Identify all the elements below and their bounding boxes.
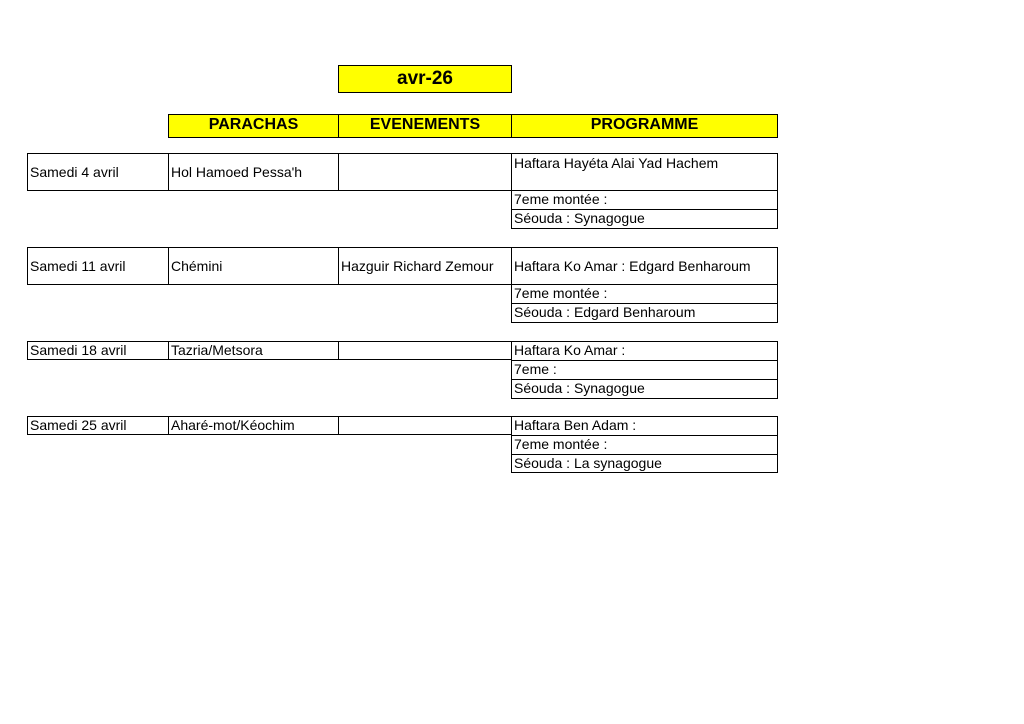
row-evenement bbox=[338, 341, 512, 360]
programme-haftara: Haftara Ko Amar : bbox=[511, 341, 778, 361]
programme-montee: 7eme montée : bbox=[511, 190, 778, 210]
programme-montee: 7eme montée : bbox=[511, 435, 778, 455]
row-date: Samedi 25 avril bbox=[27, 416, 169, 435]
programme-haftara: Haftara Ben Adam : bbox=[511, 416, 778, 436]
row-evenement bbox=[338, 153, 512, 191]
programme-haftara: Haftara Ko Amar : Edgard Benharoum bbox=[511, 247, 778, 285]
programme-seouda: Séouda : La synagogue bbox=[511, 454, 778, 473]
row-paracha: Chémini bbox=[168, 247, 339, 285]
row-date: Samedi 18 avril bbox=[27, 341, 169, 360]
programme-seouda: Séouda : Edgard Benharoum bbox=[511, 303, 778, 323]
row-evenement: Hazguir Richard Zemour bbox=[338, 247, 512, 285]
row-date: Samedi 4 avril bbox=[27, 153, 169, 191]
row-paracha: Tazria/Metsora bbox=[168, 341, 339, 360]
programme-montee: 7eme : bbox=[511, 360, 778, 380]
row-paracha: Aharé-mot/Kéochim bbox=[168, 416, 339, 435]
programme-seouda: Séouda : Synagogue bbox=[511, 379, 778, 399]
programme-haftara: Haftara Hayéta Alai Yad Hachem bbox=[511, 153, 778, 191]
header-evenements: EVENEMENTS bbox=[338, 114, 512, 138]
programme-montee: 7eme montée : bbox=[511, 284, 778, 304]
row-evenement bbox=[338, 416, 512, 435]
row-paracha: Hol Hamoed Pessa'h bbox=[168, 153, 339, 191]
row-date: Samedi 11 avril bbox=[27, 247, 169, 285]
programme-seouda: Séouda : Synagogue bbox=[511, 209, 778, 229]
header-programme: PROGRAMME bbox=[511, 114, 778, 138]
header-parachas: PARACHAS bbox=[168, 114, 339, 138]
month-title: avr-26 bbox=[338, 65, 512, 93]
